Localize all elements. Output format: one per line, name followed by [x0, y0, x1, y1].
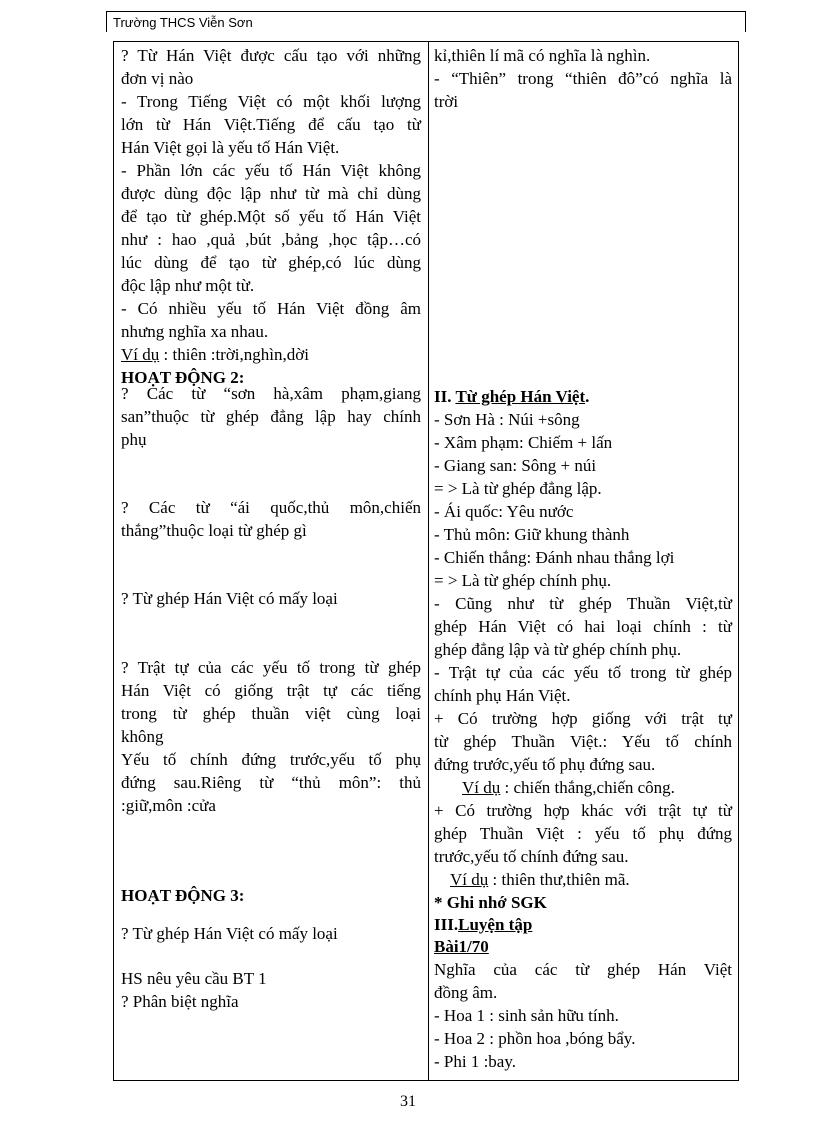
question-line: ? Các từ “ái quốc,thủ môn,chiến [121, 498, 421, 517]
text-line: đứng trước,yếu tố phụ đứng sau. [434, 755, 656, 774]
text-line: trước,yếu tố chính đứng sau. [434, 847, 629, 866]
text-line: Hán Việt gọi là yếu tố Hán Việt. [121, 138, 340, 157]
text-line: + Có trường hợp giống với trật tự [434, 709, 732, 728]
text-line: nhưng nghĩa xa nhau. [121, 322, 269, 341]
page-header [106, 11, 746, 32]
text-line: chính phụ Hán Việt. [434, 686, 571, 705]
question-line: thắng”thuộc loại từ ghép gì [121, 521, 307, 540]
question-line: trong từ ghép thuần việt cùng loại [121, 704, 421, 723]
question-line: ? Từ ghép Hán Việt có mấy loại [121, 924, 338, 943]
question-line: ? Các từ “sơn hà,xâm phạm,giang [121, 384, 421, 403]
exercise-heading: Bài1/70 [434, 937, 489, 956]
text-line: được dùng độc lập như từ mà chỉ dùng [121, 184, 421, 203]
text-line: - Trong Tiếng Việt có một khối lượng [121, 92, 421, 111]
activity-2-heading: HOẠT ĐỘNG 2: [121, 368, 245, 387]
list-item: = > Là từ ghép đẳng lập. [434, 479, 602, 498]
example-label: Ví dụ [450, 870, 489, 889]
text-line: kỉ,thiên lí mã có nghĩa là nghìn. [434, 46, 651, 65]
text-line: lúc dùng để tạo từ ghép,có lúc dùng [121, 253, 421, 272]
example-line [450, 868, 748, 891]
list-item: - Hoa 1 : sinh sản hữu tính. [434, 1006, 619, 1025]
text-line: độc lập như một từ. [121, 276, 255, 295]
section-2-heading: II. Từ ghép Hán Việt. [434, 387, 590, 406]
answer-line: đứng sau.Riêng từ “thủ môn”: thủ [121, 773, 421, 792]
student-task: HS nêu yêu cầu BT 1 [121, 969, 267, 988]
question-line: đơn vị nào [121, 69, 194, 88]
section-3-title: Luyện tập [458, 915, 533, 934]
text-line: trời [434, 92, 459, 111]
memo-note: * Ghi nhớ SGK [434, 893, 547, 912]
activity-3-heading: HOẠT ĐỘNG 3: [121, 886, 245, 905]
text-line: như : hao ,quả ,bút ,bảng ,học tập…có [121, 230, 421, 249]
list-item: - Hoa 2 : phồn hoa ,bóng bẩy. [434, 1029, 636, 1048]
text-line: từ ghép Thuần Việt.: Yếu tố chính [434, 732, 732, 751]
text-line: - Cũng như từ ghép Thuần Việt,từ [434, 594, 732, 613]
list-item: - Xâm phạm: Chiếm + lấn [434, 433, 613, 452]
text-line: ghép đẳng lập và từ ghép chính phụ. [434, 640, 682, 659]
question-line: không [121, 727, 164, 746]
text-line: lớn từ Hán Việt.Tiếng để cấu tạo từ [121, 115, 421, 134]
example-line [462, 776, 760, 799]
question-line: ? Phân biệt nghĩa [121, 992, 239, 1011]
page-number: 31 [400, 1093, 416, 1110]
section-2-prefix: II. [434, 387, 456, 406]
list-item: = > Là từ ghép chính phụ. [434, 571, 612, 590]
text-line: - “Thiên” trong “thiên đô”có nghĩa là [434, 69, 732, 88]
section-3-prefix: III. [434, 915, 459, 934]
answer-line: :giữ,môn :cửa [121, 796, 216, 815]
text-line: ghép Hán Việt có hai loại chính : từ [434, 617, 732, 636]
section-3-heading [434, 913, 732, 936]
question-line: phụ [121, 430, 147, 449]
question-line: ? Từ ghép Hán Việt có mấy loại [121, 589, 338, 608]
question-line: ? Từ Hán Việt được cấu tạo với những [121, 46, 421, 65]
lesson-table [113, 41, 739, 1081]
list-item: - Ái quốc: Yêu nước [434, 502, 574, 521]
text-line: + Có trường hợp khác với trật tự từ [434, 801, 732, 820]
column-divider [428, 42, 429, 1080]
text-line: - Trật tự của các yếu tố trong từ ghép [434, 663, 732, 682]
example-label: Ví dụ [462, 778, 501, 797]
example-text: : chiến thắng,chiến công. [500, 778, 675, 797]
list-item: - Sơn Hà : Núi +sông [434, 410, 580, 429]
section-2-title: Từ ghép Hán Việt [455, 387, 586, 406]
text-line: để tạo từ ghép.Một số yếu tố Hán Việt [121, 207, 421, 226]
text-line: Nghĩa của các từ ghép Hán Việt [434, 960, 732, 979]
answer-line: Yếu tố chính đứng trước,yếu tố phụ [121, 750, 421, 769]
list-item: - Giang san: Sông + núi [434, 456, 597, 475]
example-line [121, 343, 421, 366]
example-text: : thiên thư,thiên mã. [488, 870, 630, 889]
text-line: đồng âm. [434, 983, 498, 1002]
example-label: Ví dụ [121, 345, 160, 364]
question-line: ? Trật tự của các yếu tố trong từ ghép [121, 658, 421, 677]
question-line: Hán Việt có giống trật tự các tiếng [121, 681, 421, 700]
list-item: - Thủ môn: Giữ khung thành [434, 525, 630, 544]
list-item: - Phi 1 :bay. [434, 1052, 517, 1071]
example-text: : thiên :trời,nghìn,dời [159, 345, 309, 364]
text-line: - Có nhiều yếu tố Hán Việt đồng âm [121, 299, 421, 318]
text-line: - Phần lớn các yếu tố Hán Việt không [121, 161, 421, 180]
question-line: san”thuộc từ ghép đẳng lập hay chính [121, 407, 421, 426]
list-item: - Chiến thắng: Đánh nhau thắng lợi [434, 548, 675, 567]
text-line: ghép Thuần Việt : yếu tố phụ đứng [434, 824, 732, 843]
school-name: Trường THCS Viễn Sơn [113, 15, 253, 30]
